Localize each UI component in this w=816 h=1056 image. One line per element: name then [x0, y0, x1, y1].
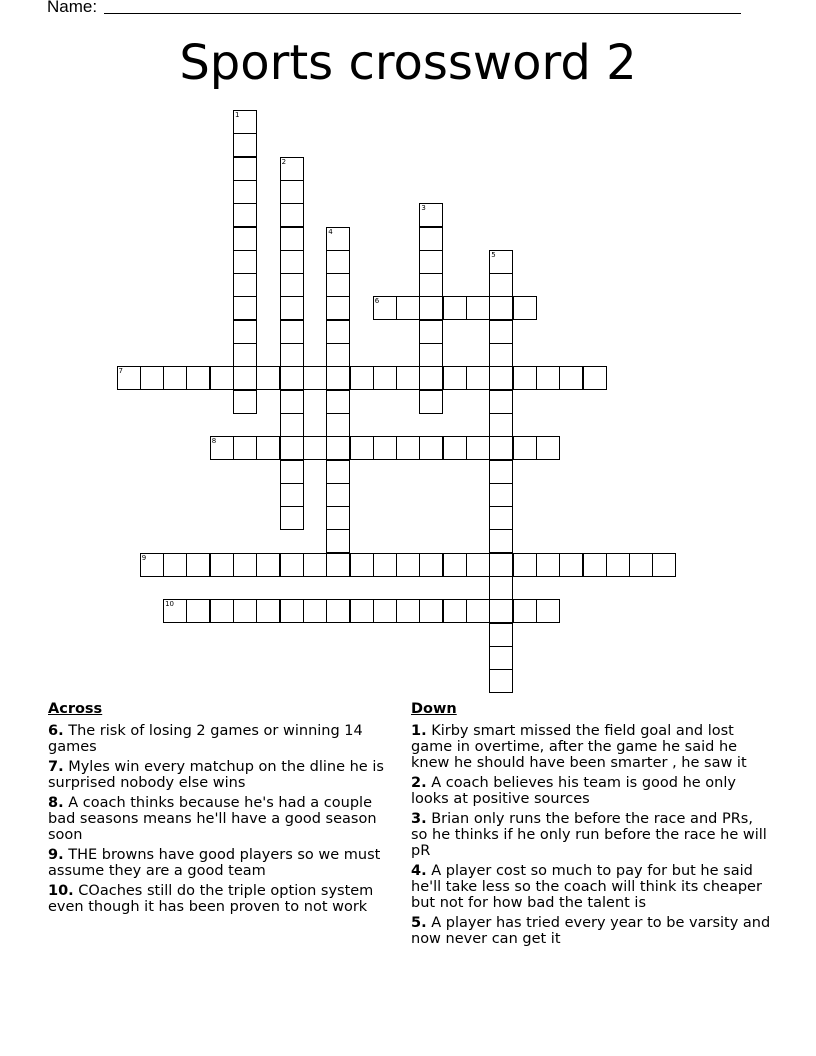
crossword-cell[interactable] — [210, 366, 234, 390]
crossword-cell[interactable] — [559, 553, 583, 577]
clue-text: A coach thinks because he's had a couple bad seasons means he'll have a good season soon — [48, 795, 377, 843]
crossword-cell[interactable] — [163, 366, 187, 390]
crossword-cell[interactable] — [210, 553, 234, 577]
crossword-cell[interactable] — [513, 366, 537, 390]
clue-down-1 — [411, 723, 771, 771]
crossword-cell[interactable] — [303, 599, 327, 623]
crossword-cell[interactable] — [419, 296, 443, 320]
crossword-cell[interactable] — [280, 390, 304, 414]
crossword-cell[interactable] — [443, 553, 467, 577]
crossword-cell[interactable] — [396, 599, 420, 623]
crossword-cell[interactable] — [326, 296, 350, 320]
crossword-cell[interactable] — [233, 250, 257, 274]
crossword-cell[interactable] — [373, 436, 397, 460]
crossword-cell[interactable] — [489, 413, 513, 437]
crossword-cell[interactable] — [140, 553, 164, 577]
crossword-cell[interactable] — [280, 553, 304, 577]
crossword-cell[interactable] — [186, 366, 210, 390]
crossword-cell[interactable] — [373, 296, 397, 320]
crossword-cell[interactable] — [419, 320, 443, 344]
clue-text: A coach believes his team is good he only looks at positive sources — [411, 775, 736, 807]
crossword-cell[interactable] — [326, 553, 350, 577]
crossword-cell[interactable] — [419, 343, 443, 367]
crossword-cell[interactable] — [513, 553, 537, 577]
crossword-cell[interactable] — [233, 320, 257, 344]
crossword-cell[interactable] — [256, 553, 280, 577]
crossword-cell[interactable] — [303, 553, 327, 577]
cell-number: 1 — [235, 111, 240, 119]
clue-number: 4. — [411, 863, 427, 879]
clue-number: 1. — [411, 723, 427, 739]
crossword-cell[interactable] — [326, 343, 350, 367]
crossword-cell[interactable] — [536, 436, 560, 460]
cell-number: 7 — [118, 367, 123, 376]
crossword-cell[interactable] — [326, 250, 350, 274]
crossword-cell[interactable] — [350, 366, 374, 390]
clue-across-7 — [48, 759, 393, 791]
crossword-cell[interactable] — [280, 506, 304, 530]
crossword-cell[interactable] — [280, 320, 304, 344]
crossword-cell[interactable] — [233, 133, 257, 157]
crossword-cell[interactable] — [186, 599, 210, 623]
crossword-cell[interactable] — [233, 366, 257, 390]
crossword-cell[interactable] — [466, 553, 490, 577]
crossword-cell[interactable] — [280, 273, 304, 297]
crossword-cell[interactable] — [280, 296, 304, 320]
crossword-cell[interactable] — [489, 623, 513, 647]
crossword-cell[interactable] — [489, 669, 513, 693]
crossword-cell[interactable] — [489, 273, 513, 297]
crossword-cell[interactable] — [443, 599, 467, 623]
clue-number: 3. — [411, 811, 427, 827]
crossword-cell[interactable] — [326, 227, 350, 251]
crossword-cell[interactable] — [233, 110, 257, 134]
crossword-cell[interactable] — [396, 553, 420, 577]
crossword-cell[interactable] — [163, 553, 187, 577]
crossword-cell[interactable] — [326, 529, 350, 553]
clue-number: 7. — [48, 759, 64, 775]
crossword-cell[interactable] — [466, 296, 490, 320]
crossword-cell[interactable] — [419, 273, 443, 297]
clue-down-3 — [411, 811, 771, 859]
crossword-cell[interactable] — [513, 296, 537, 320]
cell-number: 2 — [281, 157, 287, 166]
crossword-cell[interactable] — [489, 320, 513, 344]
crossword-cell[interactable] — [489, 296, 513, 320]
crossword-cell[interactable] — [466, 366, 490, 390]
clue-number: 6. — [48, 723, 64, 739]
crossword-cell[interactable] — [489, 553, 513, 577]
clue-text: COaches still do the triple option system even though it has been proven to not work — [48, 883, 374, 915]
crossword-cell[interactable] — [233, 436, 257, 460]
across-heading: Across — [48, 701, 103, 717]
crossword-cell[interactable] — [256, 366, 280, 390]
cell-number: 3 — [421, 204, 426, 213]
crossword-cell[interactable] — [280, 180, 304, 204]
crossword-cell[interactable] — [419, 436, 443, 460]
crossword-cell[interactable] — [489, 250, 513, 274]
crossword-cell[interactable] — [443, 366, 467, 390]
crossword-cell[interactable] — [350, 553, 374, 577]
crossword-cell[interactable] — [583, 553, 607, 577]
name-label: Name: — [47, 0, 98, 16]
cell-number: 6 — [374, 297, 380, 306]
clue-number: 5. — [411, 915, 427, 931]
crossword-cell[interactable] — [233, 157, 257, 181]
page-title: Sports crossword 2 — [179, 35, 637, 91]
cell-number: 5 — [491, 250, 496, 259]
crossword-cell[interactable] — [326, 273, 350, 297]
crossword-cell[interactable] — [280, 227, 304, 251]
crossword-cell[interactable] — [326, 599, 350, 623]
down-heading: Down — [411, 701, 457, 717]
crossword-cell[interactable] — [326, 483, 350, 507]
crossword-cell[interactable] — [419, 250, 443, 274]
crossword-cell[interactable] — [326, 413, 350, 437]
crossword-cell[interactable] — [280, 366, 304, 390]
cell-number: 8 — [211, 437, 217, 446]
crossword-cell[interactable] — [233, 296, 257, 320]
crossword-cell[interactable] — [396, 436, 420, 460]
crossword-cell[interactable] — [513, 436, 537, 460]
crossword-cell[interactable] — [280, 203, 304, 227]
crossword-cell[interactable] — [280, 343, 304, 367]
crossword-cell[interactable] — [280, 250, 304, 274]
crossword-cell[interactable] — [489, 436, 513, 460]
crossword-cell[interactable] — [419, 553, 443, 577]
crossword-cell[interactable] — [443, 436, 467, 460]
crossword-cell[interactable] — [419, 366, 443, 390]
crossword-cell[interactable] — [536, 553, 560, 577]
crossword-cell[interactable] — [256, 599, 280, 623]
crossword-cell[interactable] — [280, 436, 304, 460]
crossword-cell[interactable] — [419, 390, 443, 414]
clue-number: 10. — [48, 883, 74, 899]
crossword-cell[interactable] — [489, 506, 513, 530]
crossword-cell[interactable] — [140, 366, 164, 390]
crossword-cell[interactable] — [583, 366, 607, 390]
crossword-cell[interactable] — [233, 599, 257, 623]
crossword-cell[interactable] — [210, 436, 234, 460]
crossword-cell[interactable] — [489, 390, 513, 414]
crossword-cell[interactable] — [280, 483, 304, 507]
crossword-cell[interactable] — [350, 436, 374, 460]
cell-number: 10 — [165, 600, 175, 609]
crossword-cell[interactable] — [373, 553, 397, 577]
crossword-cell[interactable] — [396, 296, 420, 320]
crossword-cell[interactable] — [536, 366, 560, 390]
crossword-cell[interactable] — [326, 506, 350, 530]
crossword-cell[interactable] — [466, 436, 490, 460]
crossword-cell[interactable] — [652, 553, 676, 577]
crossword-cell[interactable] — [117, 366, 141, 390]
crossword-cell[interactable] — [233, 273, 257, 297]
crossword-cell[interactable] — [303, 436, 327, 460]
cell-number: 9 — [141, 553, 147, 562]
crossword-cell[interactable] — [373, 366, 397, 390]
clue-text: Brian only runs the before the race and PRs, so he thinks if he only run before the race he will pR — [411, 811, 767, 859]
crossword-cell[interactable] — [326, 320, 350, 344]
crossword-cell[interactable] — [396, 366, 420, 390]
crossword-cell[interactable] — [489, 529, 513, 553]
clue-text: A player cost so much to pay for but he said he'll take less so the coach will think its cheaper but not for how bad the talent is — [411, 863, 762, 911]
crossword-cell[interactable] — [489, 366, 513, 390]
crossword-cell[interactable] — [256, 436, 280, 460]
crossword-cell[interactable] — [233, 203, 257, 227]
crossword-cell[interactable] — [280, 157, 304, 181]
crossword-cell[interactable] — [233, 227, 257, 251]
crossword-cell[interactable] — [233, 390, 257, 414]
across-clues — [48, 701, 393, 919]
crossword-cell[interactable] — [489, 460, 513, 484]
down-clues — [411, 701, 771, 951]
clue-text: A player has tried every year to be varsity and now never can get it — [411, 915, 771, 947]
crossword-cell[interactable] — [419, 227, 443, 251]
crossword-cell[interactable] — [303, 366, 327, 390]
crossword-cell[interactable] — [489, 343, 513, 367]
crossword-cell[interactable] — [606, 553, 630, 577]
crossword-cell[interactable] — [163, 599, 187, 623]
crossword-cell[interactable] — [186, 553, 210, 577]
crossword-cell[interactable] — [326, 460, 350, 484]
clue-across-6 — [48, 723, 393, 755]
crossword-cell[interactable] — [443, 296, 467, 320]
crossword-cell[interactable] — [326, 366, 350, 390]
crossword-cell[interactable] — [536, 599, 560, 623]
crossword-cell[interactable] — [350, 599, 374, 623]
clue-number: 9. — [48, 847, 64, 863]
crossword-cell[interactable] — [489, 483, 513, 507]
clue-number: 2. — [411, 775, 427, 791]
crossword-cell[interactable] — [513, 599, 537, 623]
crossword-cell[interactable] — [233, 180, 257, 204]
clue-down-2 — [411, 775, 771, 807]
crossword-cell[interactable] — [280, 599, 304, 623]
clue-down-5 — [411, 915, 771, 947]
clue-down-4 — [411, 863, 771, 911]
crossword-cell[interactable] — [629, 553, 653, 577]
cell-number: 4 — [328, 227, 333, 236]
crossword-cell[interactable] — [210, 599, 234, 623]
crossword-cell[interactable] — [373, 599, 397, 623]
crossword-cell[interactable] — [326, 436, 350, 460]
crossword-cell[interactable] — [489, 576, 513, 600]
clue-across-9 — [48, 847, 393, 879]
clue-text: The risk of losing 2 games or winning 14 games — [48, 723, 363, 755]
crossword-cell[interactable] — [419, 599, 443, 623]
crossword-cell[interactable] — [326, 390, 350, 414]
clue-text: THE browns have good players so we must assume they are a good team — [48, 847, 381, 879]
clue-across-10 — [48, 883, 393, 915]
crossword-cell[interactable] — [466, 599, 490, 623]
crossword-cell[interactable] — [489, 599, 513, 623]
clue-number: 8. — [48, 795, 64, 811]
crossword-cell[interactable] — [419, 203, 443, 227]
clue-text: Kirby smart missed the field goal and lost game in overtime, after the game he said he knew he should have been smarter , he saw it — [411, 723, 747, 771]
crossword-cell[interactable] — [280, 413, 304, 437]
clue-text: Myles win every matchup on the dline he is surprised nobody else wins — [48, 759, 384, 791]
crossword-cell[interactable] — [489, 646, 513, 670]
clue-across-8 — [48, 795, 393, 843]
crossword-cell[interactable] — [280, 460, 304, 484]
crossword-cell[interactable] — [559, 366, 583, 390]
crossword-cell[interactable] — [233, 343, 257, 367]
crossword-cell[interactable] — [233, 553, 257, 577]
